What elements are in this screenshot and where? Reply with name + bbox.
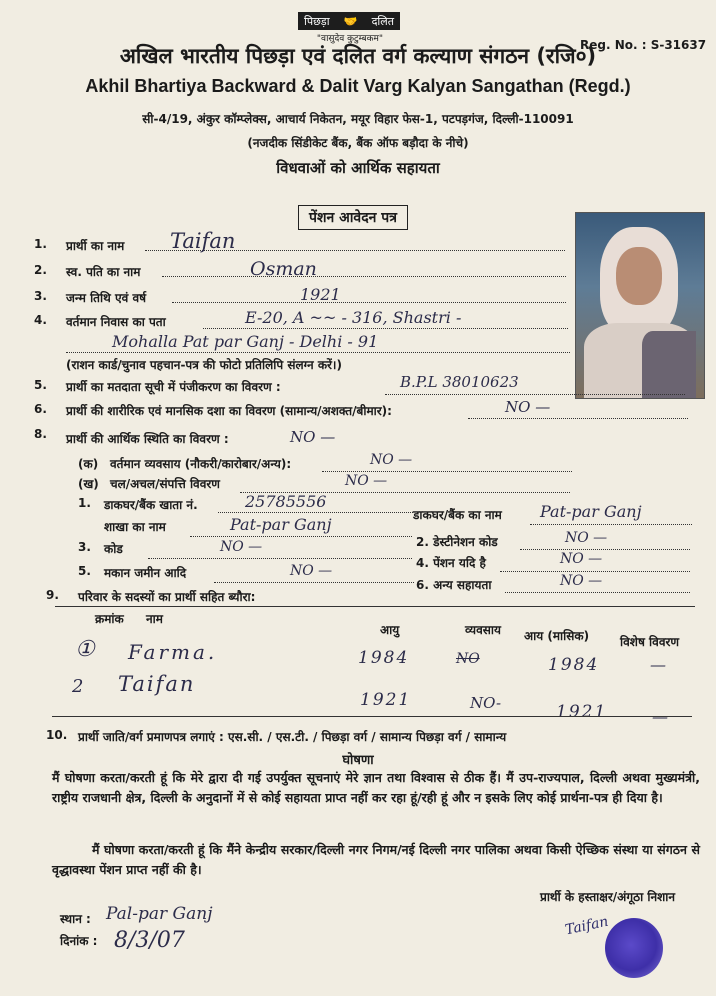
col-occupation: व्यवसाय (465, 623, 501, 637)
field-8a-number: (क) (78, 457, 99, 471)
row2-name: Taifan (118, 672, 196, 696)
husband-name-line (162, 260, 566, 277)
birth-year-value: 1921 (300, 285, 341, 304)
applicant-signature: Taifan (563, 913, 610, 939)
org-logo (298, 12, 400, 30)
bank-account-label: डाकघर/बैंक खाता नं. (104, 498, 198, 512)
address-value-1: E-20, A ~~ - 316, Shastri - (245, 308, 462, 327)
row2-income: 1921 (556, 702, 608, 722)
row1-remarks: — (650, 655, 666, 674)
title-english: Akhil Bhartiya Backward & Dalit Varg Kalyan Sangathan (Regd.) (85, 76, 631, 96)
address-note: (राशन कार्ड/चुनाव पहचान-पत्र की फोटो प्रतिलिपि संलग्न करें।) (66, 358, 342, 372)
row1-income: 1984 (548, 655, 600, 675)
field-10-number: 10. (46, 728, 68, 742)
col-serial: क्रमांक (95, 612, 124, 626)
field-8b-number: (ख) (78, 477, 99, 491)
health-label: प्रार्थी की शारीरिक एवं मानसिक दशा का विवरण (सामान्य/अशक्त/बीमार): (66, 404, 392, 418)
declaration-para-2: मैं घोषणा करता/करती हूं कि मैंने केन्द्रीय सरकार/दिल्ली नगर निगम/नई दिल्ली नगर पालिका अथवा किसी ऐच्छिक संस्था या संगठन से वृद्धावस्था पेंशन प्राप्त नहीं की है। (52, 842, 700, 877)
husband-name-label: स्व. पति का नाम (66, 265, 141, 279)
row2-remarks: — (652, 707, 668, 726)
house-number: 5. (78, 564, 91, 578)
place-value: Pal-par Ganj (106, 904, 213, 924)
occupation-line (322, 455, 572, 472)
bank-row-1-number: 1. (78, 496, 91, 510)
reg-number: Reg. No. : S-31637 (580, 38, 707, 52)
bank-name-value: Pat-par Ganj (540, 502, 642, 521)
col-income: आय (मासिक) (524, 629, 590, 643)
date-value: 8/3/07 (114, 928, 185, 953)
title-hindi: अखिल भारतीय पिछड़ा एवं दलित वर्ग कल्याण संगठन (रजि०) (119, 44, 597, 68)
applicant-name-value: Taifan (170, 229, 236, 253)
birth-year-line (172, 286, 566, 303)
branch-label: शाखा का नाम (104, 520, 166, 534)
bank-name-label: डाकघर/बैंक का नाम (413, 508, 502, 522)
row2-occupation: NO- (470, 694, 502, 712)
row2-age: 1921 (360, 690, 412, 710)
signature-label: प्रार्थी के हस्ताक्षर/अंगूठा निशान (540, 890, 676, 904)
code-value: NO — (220, 539, 263, 555)
logo-right-text: दलित (371, 14, 394, 28)
row2-serial: 2 (72, 676, 84, 697)
handshake-icon: 🤝 (343, 14, 358, 28)
property-line (240, 476, 570, 493)
col-age: आयु (380, 623, 400, 637)
date-label: दिनांक : (60, 934, 98, 948)
declaration-para-1: मैं घोषणा करता/करती हूं कि मेरे द्वारा दी गई उपर्युक्त सूचनाएं मेरे ज्ञान तथा विश्वास से ठीक हैं। मैं उप-राज्यपाल, दिल्ली अथवा मुख्यमंत्री, राष्ट्रीय राजधानी क्षेत्र, दिल्ली के अनुदानों में से कोई सहायता प्राप्त नहीं कर रहा हूं/रही हूं और न इसके लिए कोई प्रार्थना-पत्र ही दिया है। (52, 770, 700, 805)
pension-label: 4. पेंशन यदि है (416, 556, 486, 570)
address-line-2: (नजदीक सिंडीकेट बैंक, बैंक ऑफ बड़ौदा के नीचे) (247, 136, 469, 150)
property-label: चल/अचल/संपत्ति विवरण (110, 477, 220, 491)
health-line (468, 402, 688, 419)
table-bottom-rule (52, 716, 692, 717)
field-5-number: 5. (34, 378, 47, 392)
applicant-name-label: प्रार्थी का नाम (66, 239, 125, 253)
voter-reg-value: B.P.L 38010623 (400, 373, 519, 391)
property-value: NO — (345, 473, 388, 489)
col-remarks: विशेष विवरण (620, 635, 680, 649)
family-label: परिवार के सदस्यों का प्रार्थी सहित ब्यौरा: (78, 590, 256, 604)
dest-code-value: NO — (565, 530, 608, 546)
bank-account-value: 25785556 (245, 492, 327, 511)
thumb-impression (605, 918, 663, 978)
voter-reg-label: प्रार्थी का मतदाता सूची में पंजीकरण का विवरण : (66, 380, 281, 394)
place-label: स्थान : (60, 912, 91, 926)
house-label: मकान जमीन आदि (104, 566, 187, 580)
caste-label: प्रार्थी जाति/वर्ग प्रमाणपत्र लगाएं : एस.सी. / एस.टी. / पिछड़ा वर्ग / सामान्य पिछड़ा वर्ग / सामान्य (78, 730, 507, 744)
field-8-number: 8. (34, 427, 47, 441)
field-1-number: 1. (34, 237, 47, 251)
address-label: वर्तमान निवास का पता (66, 315, 166, 329)
code-number: 3. (78, 540, 91, 554)
applicant-photo (575, 212, 705, 399)
col-name: नाम (146, 612, 163, 626)
field-6-number: 6. (34, 402, 47, 416)
row1-age: 1984 (358, 648, 410, 668)
economic-label: प्रार्थी की आर्थिक स्थिति का विवरण : (66, 432, 229, 446)
row1-occupation: NO (456, 651, 480, 667)
branch-value: Pat-par Ganj (230, 515, 332, 534)
declaration-heading: घोषणा (342, 753, 374, 768)
field-2-number: 2. (34, 263, 47, 277)
birth-year-label: जन्म तिथि एवं वर्ष (66, 291, 147, 305)
field-9-number: 9. (46, 588, 59, 602)
logo-left-text: पिछड़ा (304, 14, 330, 28)
table-top-rule (55, 606, 695, 607)
pension-value: NO — (560, 551, 603, 567)
form-subtitle: विधवाओं को आर्थिक सहायता (276, 159, 440, 177)
row1-name: Farma. (128, 640, 218, 664)
address-value-2: Mohalla Pat par Ganj - Delhi - 91 (112, 332, 379, 351)
economic-value: NO — (290, 428, 336, 446)
dest-code-label: 2. डेस्टीनेशन कोड (416, 535, 498, 549)
code-label: कोड (104, 542, 123, 556)
occupation-value: NO — (370, 452, 413, 468)
other-help-label: 6. अन्य सहायता (416, 578, 492, 592)
occupation-label: वर्तमान व्यवसाय (नौकरी/कारोबार/अन्य): (110, 457, 292, 471)
house-value: NO — (290, 563, 333, 579)
field-4-number: 4. (34, 313, 47, 327)
other-help-value: NO — (560, 573, 603, 589)
motto: "वासुदेव कुटुम्बकम" (316, 34, 384, 44)
address-line-1: सी-4/19, अंकुर कॉम्प्लेक्स, आचार्य निकेतन, मयूर विहार फेस-1, पटपड़गंज, दिल्ली-110091 (142, 112, 574, 126)
form-title: पेंशन आवेदन पत्र (298, 205, 408, 230)
row1-serial: ① (75, 637, 95, 662)
field-3-number: 3. (34, 289, 47, 303)
code-line (148, 542, 412, 559)
husband-name-value: Osman (250, 258, 317, 280)
health-value: NO — (505, 398, 551, 416)
